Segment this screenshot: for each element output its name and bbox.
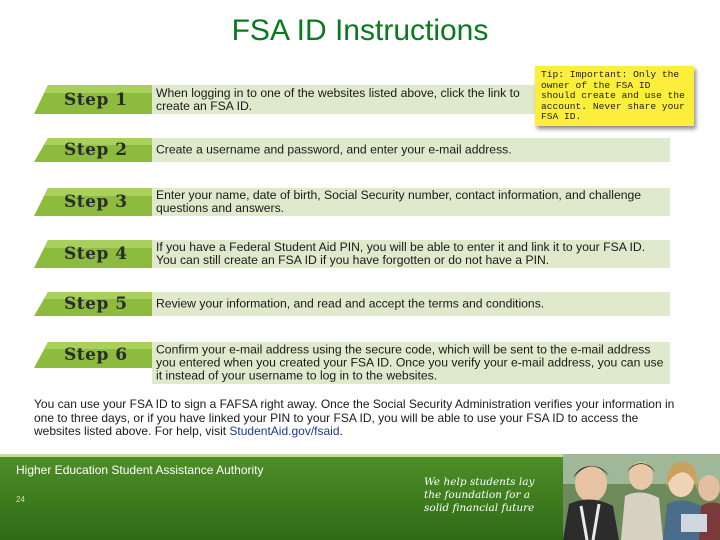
summary-end: . [339,424,343,438]
step-tab [34,188,152,216]
step-text: Confirm your e-mail address using the secure code, which will be sent to the e-mail address you entered when you created your FSA ID. Once you verify your e-mail address, you can use it instead of your username to log in to the websites. [156,342,664,383]
step-text: If you have a Federal Student Aid PIN, you will be able to enter it and link it to your FSA ID. You can still create an FSA ID if you have forgotten or do not have a PIN. [156,240,646,267]
tip-callout: Tip: Important: Only the owner of the FSA ID should create and use the account. Never share your FSA ID. [535,66,694,126]
step-tab [34,292,152,316]
step-text: Create a username and password, and enter your e-mail address. [156,142,512,157]
step-label: Step 1 [64,89,128,110]
step-tab [34,85,152,114]
step-text: Enter your name, date of birth, Social Security number, contact information, and challenge questions and answers. [156,188,642,215]
organization-name: Higher Education Student Assistance Authority [16,463,264,477]
students-photo-illustration [563,454,720,540]
step-label: Step 2 [64,140,128,160]
step-row-5 [34,292,670,316]
step-row-6 [34,342,670,384]
summary-text: You can use your FSA ID to sign a FAFSA right away. Once the Social Security Administration verifies your information in one to three days, or if you have linked your PIN to your FSA ID, you will be able to use your FSA ID to access the websites listed above. For help, visit [34,397,675,438]
page-number: 24 [16,495,25,504]
page-title: FSA ID Instructions [231,14,489,47]
step-row-2 [34,138,670,162]
step-tab [34,342,152,368]
step-tab [34,138,152,162]
step-text: When logging in to one of the websites listed above, click the link to create an FSA ID. [156,85,520,113]
studentaid-link[interactable]: StudentAid.gov/fsaid [229,424,340,438]
step-label: Step 4 [64,244,128,264]
step-label: Step 5 [64,294,128,314]
tagline: We help students lay the foundation for a solid financial future [424,476,535,514]
students-photo [563,454,720,540]
step-text: Review your information, and read and accept the terms and conditions. [156,296,545,311]
summary-paragraph [34,398,684,439]
step-row-4 [34,240,670,268]
step-tab [34,240,152,268]
step-label: Step 6 [64,345,128,365]
step-row-3 [34,188,670,216]
step-label: Step 3 [64,192,128,212]
